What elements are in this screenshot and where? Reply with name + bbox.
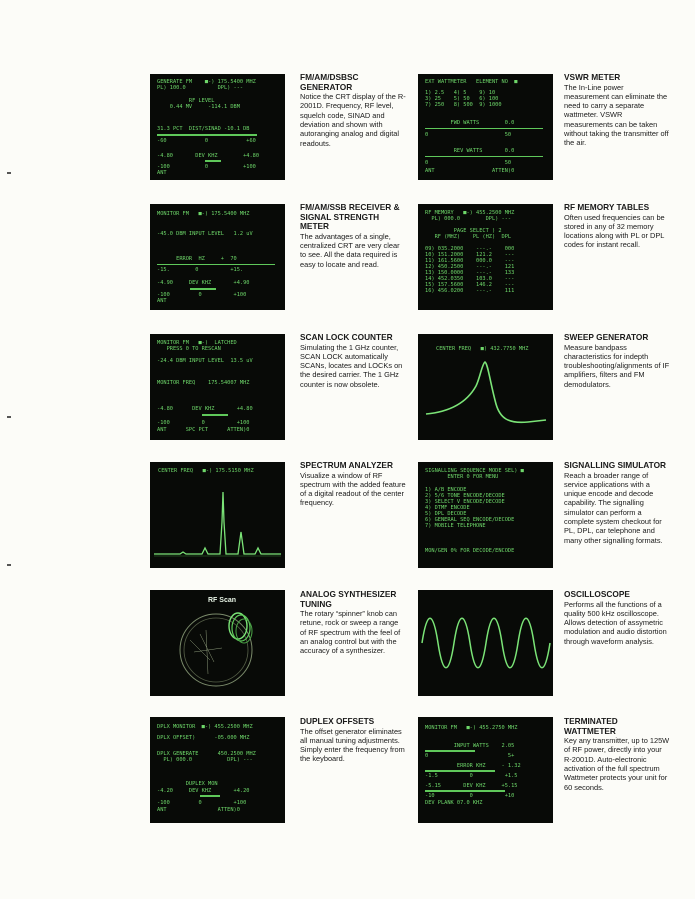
screen-line: -10 0 +10 bbox=[425, 793, 515, 799]
crt-screen-analog-tuning bbox=[150, 590, 285, 696]
meter-bar bbox=[425, 790, 505, 792]
screen-line: 15) 157.5600 146.2 --- bbox=[425, 282, 515, 288]
crt-screen-signalling bbox=[418, 462, 553, 568]
margin-mark bbox=[7, 416, 11, 418]
screen-line: PRESS 0 TO RESCAN bbox=[157, 346, 221, 352]
margin-mark bbox=[7, 564, 11, 566]
feature-body: Reach a broader range of service applications with a unique encode and decode capability. The signalling simulator can perform a complete system checkout for PL, DPL, car telephone and many other signalling formats. bbox=[564, 470, 663, 545]
feature-body: Performs all the functions of a quality 500 kHz oscilloscope. Allows detection of assymetric modulation and audio distortion through waveform analysis. bbox=[564, 599, 667, 646]
meter-bar bbox=[425, 128, 543, 129]
feature-body: Often used frequencies can be stored in any of 32 memory locations along with PL or DPL codes for instant recall. bbox=[564, 212, 665, 250]
screen-line: MON/GEN 0% FOR DECODE/ENCODE bbox=[425, 548, 515, 554]
screen-line: INPUT WATTS 2.05 bbox=[425, 743, 515, 749]
screen-line: MONITOR FM ■-) 175.5400 MHZ bbox=[157, 211, 250, 217]
screen-line: ERROR KHZ - 1.32 bbox=[425, 763, 521, 769]
screen-line: CENTER FREQ ■) 432.7750 MHZ bbox=[436, 346, 529, 352]
screen-line: 4) DTMF ENCODE bbox=[425, 505, 470, 511]
screen-line: 14) 452.0350 103.0 --- bbox=[425, 276, 515, 282]
screen-line: 5) DPL DECODE bbox=[425, 511, 467, 517]
screen-line: -100 0 +100 bbox=[157, 164, 256, 170]
screen-line: -1.5 0 +1.5 bbox=[425, 773, 518, 779]
screen-line: DPLX GENERATE 450.2500 MHZ bbox=[157, 751, 256, 757]
screen-line: DPLX MONITOR ■-) 455.2500 MHZ bbox=[157, 724, 253, 730]
screen-line: PL) 100.0 DPL) --- bbox=[157, 85, 244, 91]
feature-body: The advantages of a single, centralized CRT are very clear to see. All the data required is easy to locate and read. bbox=[300, 231, 400, 269]
screen-line: ANT bbox=[157, 298, 167, 304]
crt-screen-scanlock bbox=[150, 334, 285, 440]
screen-line: RF (MHZ) PL (HZ) DPL bbox=[425, 234, 512, 240]
screen-line: 09) 035.2000 ---.- 000 bbox=[425, 246, 515, 252]
screen-line: FWD WATTS 0.0 bbox=[425, 120, 515, 126]
crt-screen-duplex bbox=[150, 717, 285, 823]
screen-line: DEV PLANK 07.0 KHZ bbox=[425, 800, 483, 806]
screen-line: PL) 000.0 DPL) --- bbox=[157, 757, 253, 763]
feature-body: Key any transmitter, up to 125W of RF power, directly into your R-2001D. Auto-electronic activation of the full spectrum Wattmeter protects your unit for 60 seconds. bbox=[564, 736, 670, 792]
crt-screen-sweep bbox=[418, 334, 553, 440]
screen-line: 0 50 bbox=[425, 132, 512, 138]
feature-title: FM/AM/DSBSC GENERATOR bbox=[300, 72, 359, 92]
feature-title: SIGNALLING SIMULATOR bbox=[564, 460, 667, 470]
feature-body: The offset generator eliminates all manual tuning adjustments. Simply enter the frequency from the keyboard. bbox=[300, 726, 405, 764]
feature-title: SWEEP GENERATOR bbox=[564, 332, 649, 342]
crt-screen-oscilloscope bbox=[418, 590, 553, 696]
crt-screen-memory bbox=[418, 204, 553, 310]
feature-body: Visualize a window of RF spectrum with the added feature of a digital readout of the center frequency. bbox=[300, 470, 406, 508]
feature-title: VSWR METER bbox=[564, 72, 621, 82]
screen-line: 1) A/B ENCODE bbox=[425, 487, 467, 493]
screen-line: CENTER FREQ ■-) 175.5150 MHZ bbox=[158, 468, 254, 474]
screen-line: 3) 25 5) 50 6) 100 bbox=[425, 96, 499, 102]
screen-line: SIGNALLING SEQUENCE MODE SEL) ■ bbox=[425, 468, 524, 474]
screen-line: MONITOR FM ■-) 455.2750 MHZ bbox=[425, 725, 518, 731]
screen-line: ANT bbox=[157, 170, 167, 176]
screen-line: PL) 000.0 DPL) --- bbox=[425, 216, 512, 222]
feature-body: The rotary “spinner” knob can retune, rock or sweep a range of RF spectrum with the feel of an analog control but with the accuracy of a synthesizer. bbox=[300, 609, 401, 656]
crt-screen-vswr bbox=[418, 74, 553, 180]
screen-line: 6) GENERAL SEQ ENCODE/DECODE bbox=[425, 517, 515, 523]
screen-line: 3) SELECT V ENCODE/DECODE bbox=[425, 499, 505, 505]
screen-line: 12) 450.2500 ---.- 121 bbox=[425, 264, 515, 270]
meter-bar bbox=[157, 264, 275, 265]
feature-signalling bbox=[564, 461, 670, 545]
meter-bar bbox=[190, 288, 216, 290]
screen-line: REV WATTS 0.0 bbox=[425, 148, 515, 154]
feature-body: Simulating the 1 GHz counter, SCAN LOCK automatically SCANs, locates and LOCKs on the desired carrier. The 1 GHz counter is now obsolete. bbox=[300, 342, 403, 389]
screen-line: 31.3 PCT DIST/SINAD -10.1 DB bbox=[157, 126, 250, 132]
screen-line: 7) MOBILE TELEPHONE bbox=[425, 523, 486, 529]
screen-line: 16) 456.0200 ---.- 111 bbox=[425, 288, 515, 294]
feature-wattmeter bbox=[564, 717, 670, 792]
screen-line: -5.15 DEV KHZ +5.15 bbox=[425, 783, 518, 789]
screen-line: 7) 250 8) 500 9) 1000 bbox=[425, 102, 502, 108]
screen-line: -60 0 +60 bbox=[157, 138, 256, 144]
margin-mark bbox=[7, 172, 11, 174]
screen-line: -45.0 DBM INPUT LEVEL 1.2 uV bbox=[157, 231, 253, 237]
screen-line: RF MEMORY ■-) 455.2500 MHZ bbox=[425, 210, 515, 216]
feature-spectrum bbox=[300, 461, 406, 508]
screen-line: -4.90 DEV KHZ +4.90 bbox=[157, 280, 250, 286]
screen-line: EXT WATTMETER ELEMENT NO ■ bbox=[425, 79, 518, 85]
screen-line: GENERATE FM ■-) 175.5400 MHZ bbox=[157, 79, 256, 85]
feature-title: SPECTRUM ANALYZER bbox=[300, 460, 393, 470]
meter-bar bbox=[205, 160, 221, 162]
screen-line: -4.20 DEV KHZ +4.20 bbox=[157, 788, 250, 794]
feature-generator bbox=[300, 73, 406, 148]
screen-line: RF LEVEL bbox=[157, 98, 215, 104]
meter-bar bbox=[425, 750, 475, 752]
feature-memory bbox=[564, 203, 670, 250]
meter-bar bbox=[425, 156, 543, 157]
screen-line: ANT SPC PCT ATTEN)0 bbox=[157, 427, 250, 433]
oscilloscope-waveform bbox=[418, 590, 553, 696]
screen-line: 0.44 MV -114.1 DBM bbox=[157, 104, 240, 110]
feature-body: The In-Line power measurement can eliminate the need to carry a separate wattmeter. VSWR measurements can be taken without taking the transmitter off the air. bbox=[564, 82, 669, 148]
screen-line: DPLX OFFSET) -05.000 MHZ bbox=[157, 735, 250, 741]
meter-bar bbox=[202, 414, 228, 416]
meter-bar bbox=[157, 134, 257, 136]
crt-screen-spectrum bbox=[150, 462, 285, 568]
screen-line: -4.80 DEV KHZ +4.80 bbox=[157, 153, 260, 159]
feature-title: DUPLEX OFFSETS bbox=[300, 716, 375, 726]
feature-body: Measure bandpass characteristics for indepth troubleshooting/alignments of IF amplifiers, filters and FM demodulators. bbox=[564, 342, 670, 389]
feature-sweep bbox=[564, 333, 670, 389]
feature-body: Notice the CRT display of the R-2001D. Frequency, RF level, squelch code, SINAD and deviation and shown with autoranging analog and digital readouts. bbox=[300, 92, 406, 148]
feature-oscilloscope bbox=[564, 590, 670, 646]
sweep-curve bbox=[418, 334, 553, 440]
crt-screen-receiver bbox=[150, 204, 285, 310]
screen-line: 2) 5/6 TONE ENCODE/DECODE bbox=[425, 493, 505, 499]
spinner-knob-image bbox=[150, 590, 285, 696]
screen-line: PAGE SELECT ) 2 bbox=[425, 228, 502, 234]
spectrum-trace bbox=[150, 462, 285, 568]
screen-line: -15. 0 +15. bbox=[157, 267, 244, 273]
screen-line: ERROR HZ + 70 bbox=[157, 256, 237, 262]
screen-line: 10) 151.2000 121.2 --- bbox=[425, 252, 515, 258]
feature-receiver bbox=[300, 203, 406, 269]
screen-line: 0 50 bbox=[425, 160, 512, 166]
feature-title: FM/AM/SSB RECEIVER & SIGNAL STRENGTH METER bbox=[300, 202, 400, 232]
screen-line: -100 0 +100 bbox=[157, 420, 250, 426]
feature-title: ANALOG SYNTHESIZER TUNING bbox=[300, 589, 397, 609]
feature-title: OSCILLOSCOPE bbox=[564, 589, 630, 599]
feature-duplex bbox=[300, 717, 406, 764]
screen-line: 13) 150.0000 ---.- 133 bbox=[425, 270, 515, 276]
screen-line: 0 5+ bbox=[425, 753, 515, 759]
screen-line: -100 0 +100 bbox=[157, 292, 247, 298]
screen-line: DUPLEX MON bbox=[157, 781, 218, 787]
feature-scanlock bbox=[300, 333, 406, 389]
screen-line: 1) 2.5 4) 5 9) 10 bbox=[425, 90, 496, 96]
screen-line: ANT ATTEN)0 bbox=[157, 807, 240, 813]
screen-line: ANT ATTEN)0 bbox=[425, 168, 515, 174]
meter-bar bbox=[200, 795, 220, 797]
screen-line: -100 0 +100 bbox=[157, 800, 247, 806]
feature-title: RF MEMORY TABLES bbox=[564, 202, 650, 212]
feature-vswr bbox=[564, 73, 670, 148]
screen-line: ENTER 0 FOR MENU bbox=[425, 474, 499, 480]
meter-bar bbox=[425, 770, 495, 772]
screen-line: -4.80 DEV KHZ +4.80 bbox=[157, 406, 253, 412]
screen-line: MONITOR FM ■-) LATCHED bbox=[157, 340, 237, 346]
screen-line: 11) 161.5600 000.0 --- bbox=[425, 258, 515, 264]
screen-line: -24.4 DBM INPUT LEVEL 13.5 uV bbox=[157, 358, 253, 364]
feature-title: SCAN LOCK COUNTER bbox=[300, 332, 393, 342]
crt-screen-generator bbox=[150, 74, 285, 180]
feature-title: TERMINATED WATTMETER bbox=[564, 716, 618, 736]
feature-analog-tuning bbox=[300, 590, 406, 656]
crt-screen-wattmeter bbox=[418, 717, 553, 823]
screen-line: MONITOR FREQ 175.54007 MHZ bbox=[157, 380, 250, 386]
rf-scan-label: RF Scan bbox=[208, 597, 237, 604]
